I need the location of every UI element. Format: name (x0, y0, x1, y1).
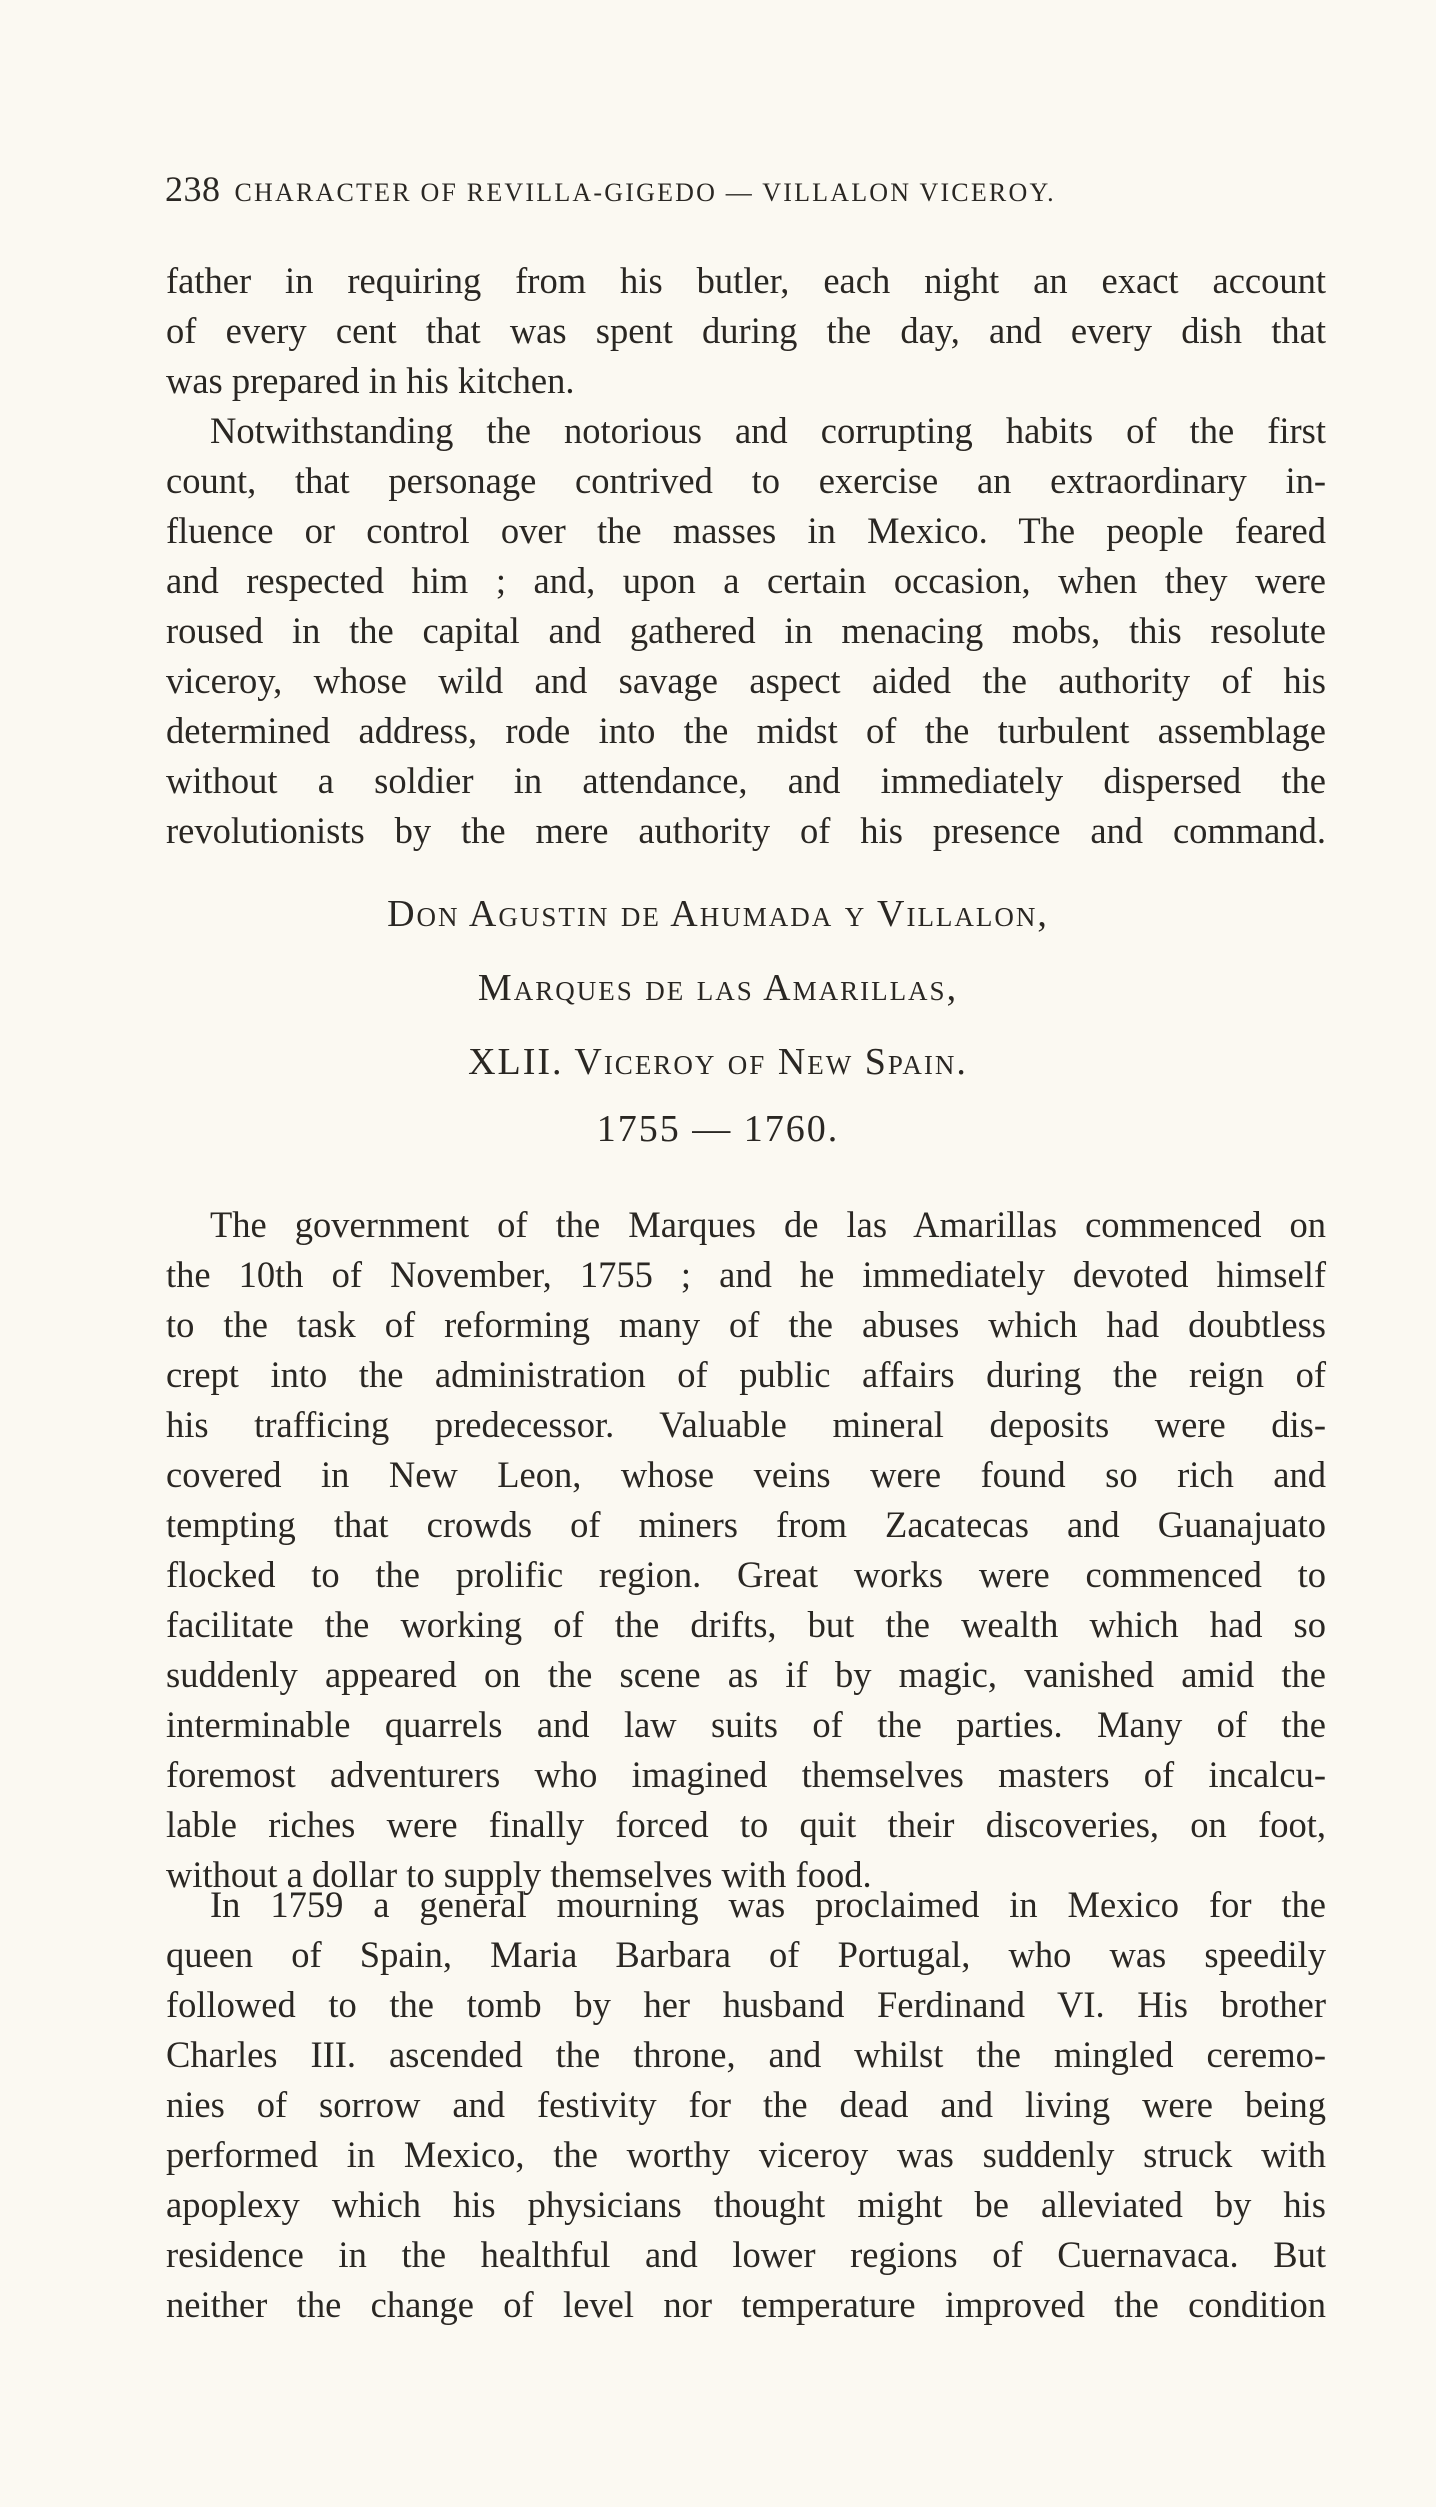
text-line: to the task of reforming many of the abuses which had doubtless (166, 1304, 1326, 1345)
reign-dates-heading: 1755 — 1760. (596, 1108, 840, 1150)
text-line: without a soldier in attendance, and immediately dispersed the (166, 760, 1326, 801)
viceroy-name-heading: Don Agustin de Ahumada y Villalon, (387, 893, 1049, 935)
text-line: foremost adventurers who imagined themselves masters of incalcu- (166, 1754, 1326, 1795)
text-line: queen of Spain, Maria Barbara of Portugal, who was speedily (166, 1934, 1326, 1975)
running-head: CHARACTER OF REVILLA-GIGEDO — VILLALON VICEROY. (234, 178, 1056, 207)
text-line: suddenly appeared on the scene as if by magic, vanished amid the (166, 1654, 1326, 1695)
text-line: Charles III. ascended the throne, and whilst the mingled ceremo- (166, 2034, 1326, 2075)
text-line: The government of the Marques de las Amarillas commenced on (210, 1204, 1326, 1245)
text-line: crept into the administration of public affairs during the reign of (166, 1354, 1326, 1395)
text-line: determined address, rode into the midst of the turbulent assemblage (166, 710, 1326, 751)
paragraph-4 (166, 1880, 1326, 2330)
text-line: his trafficing predecessor. Valuable mineral deposits were dis- (166, 1404, 1326, 1445)
text-line: covered in New Leon, whose veins were found so rich and (166, 1454, 1326, 1495)
text-line: flocked to the prolific region. Great works were commenced to (166, 1554, 1326, 1595)
paragraph-3 (166, 1200, 1326, 1900)
text-line: lable riches were finally forced to quit their discoveries, on foot, (166, 1804, 1326, 1845)
text-line: without a dollar to supply themselves with food. (166, 1854, 872, 1895)
paragraph-1 (166, 256, 1326, 406)
viceroy-number-heading: XLII. Viceroy of New Spain. (468, 1041, 968, 1083)
text-line: the 10th of November, 1755 ; and he immediately devoted himself (166, 1254, 1326, 1295)
text-line: In 1759 a general mourning was proclaimed in Mexico for the (210, 1884, 1326, 1925)
text-line: father in requiring from his butler, each night an exact account (166, 260, 1326, 301)
text-line: residence in the healthful and lower regions of Cuernavaca. But (166, 2234, 1326, 2275)
paragraph-2 (166, 406, 1326, 856)
text-line: followed to the tomb by her husband Ferdinand VI. His brother (166, 1984, 1326, 2025)
text-line: of every cent that was spent during the day, and every dish that (166, 310, 1326, 351)
text-line: count, that personage contrived to exercise an extraordinary in- (166, 460, 1326, 501)
text-line: facilitate the working of the drifts, but the wealth which had so (166, 1604, 1326, 1645)
text-line: and respected him ; and, upon a certain occasion, when they were (166, 560, 1326, 601)
text-line: apoplexy which his physicians thought might be alleviated by his (166, 2184, 1326, 2225)
page-header (165, 168, 1240, 218)
text-line: roused in the capital and gathered in menacing mobs, this resolute (166, 610, 1326, 651)
text-line: Notwithstanding the notorious and corrupting habits of the first (210, 410, 1326, 451)
page-number: 238 (165, 169, 221, 209)
text-line: revolutionists by the mere authority of his presence and command. (166, 810, 1326, 851)
viceroy-title-heading: Marques de las Amarillas, (477, 967, 959, 1009)
text-line: viceroy, whose wild and savage aspect aided the authority of his (166, 660, 1326, 701)
text-line: interminable quarrels and law suits of the parties. Many of the (166, 1704, 1326, 1745)
text-line: tempting that crowds of miners from Zacatecas and Guanajuato (166, 1504, 1326, 1545)
text-line: fluence or control over the masses in Mexico. The people feared (166, 510, 1326, 551)
text-line: neither the change of level nor temperature improved the condition (166, 2284, 1326, 2325)
text-line: was prepared in his kitchen. (166, 360, 575, 401)
text-line: performed in Mexico, the worthy viceroy was suddenly struck with (166, 2134, 1326, 2175)
text-line: nies of sorrow and festivity for the dead and living were being (166, 2084, 1326, 2125)
